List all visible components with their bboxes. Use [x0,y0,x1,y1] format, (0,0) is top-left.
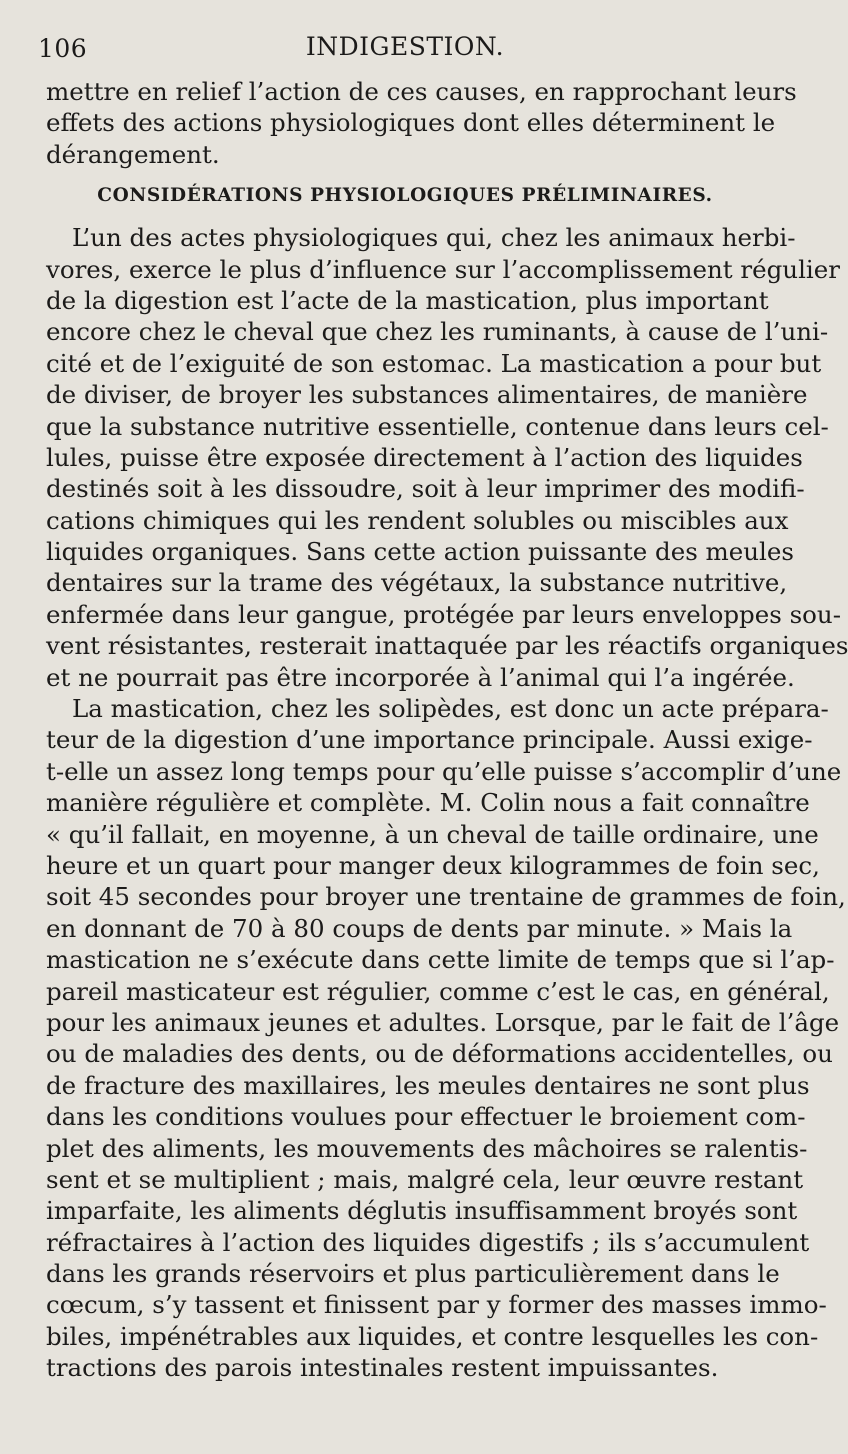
text-line: vores, exerce le plus d’influence sur l’accomplissement régulier [46,254,840,284]
text-line: destinés soit à les dissoudre, soit à leur imprimer des modifi- [46,474,805,504]
page-number: 106 [38,34,88,63]
text-line: et ne pourrait pas être incorporée à l’animal qui l’a ingérée. [46,662,795,692]
text-line: en donnant de 70 à 80 coups de dents par minute. » Mais la [46,913,793,943]
text-line: biles, impénétrables aux liquides, et contre lesquelles les con- [46,1321,819,1351]
text-line: cœcum, s’y tassent et finissent par y former des masses immo- [46,1290,827,1320]
text-line: heure et un quart pour manger deux kilogrammes de foin sec, [46,850,820,880]
text-line: encore chez le cheval que chez les ruminants, à cause de l’uni- [46,317,829,347]
text-line: L’un des actes physiologiques qui, chez les animaux herbi- [72,223,796,253]
text-line: réfractaires à l’action des liquides digestifs ; ils s’accumulent [46,1227,810,1257]
text-line: mettre en relief l’action de ces causes, en rapprochant leurs [46,77,797,106]
paragraph-1 [46,222,848,693]
text-line: teur de la digestion d’une importance principale. Aussi exige- [46,725,813,755]
text-line: « qu’il fallait, en moyenne, à un cheval de taille ordinaire, une [46,819,819,849]
running-title: INDIGESTION. [305,32,505,61]
text-line: cations chimiques qui les rendent solubles ou miscibles aux [46,505,789,535]
text-line: La mastication, chez les solipèdes, est donc un acte prépara- [72,694,829,724]
text-line: de fracture des maxillaires, les meules dentaires ne sont plus [46,1070,810,1100]
text-line: pour les animaux jeunes et adultes. Lorsque, par le fait de l’âge [46,1007,840,1037]
text-line: sent et se multiplient ; mais, malgré cela, leur œuvre restant [46,1164,804,1194]
text-line: vent résistantes, resterait inattaquée par les réactifs organiques [46,631,848,661]
text-line: dans les grands réservoirs et plus particulièrement dans le [46,1259,780,1289]
text-line: cité et de l’exiguité de son estomac. La mastication a pour but [46,348,822,378]
text-line: de la digestion est l’acte de la mastication, plus important [46,285,769,315]
text-line: t-elle un assez long temps pour qu’elle puisse s’accomplir d’une [46,756,842,786]
text-line: pareil masticateur est régulier, comme c’est le cas, en général, [46,976,830,1006]
text-line: mastication ne s’exécute dans cette limite de temps que si l’ap- [46,945,835,975]
text-line: que la substance nutritive essentielle, contenue dans leurs cel- [46,411,829,441]
text-line: de diviser, de broyer les substances alimentaires, de manière [46,380,808,410]
text-line: dentaires sur la trame des végétaux, la substance nutritive, [46,568,788,598]
text-line: plet des aliments, les mouvements des mâchoires se ralentis- [46,1133,808,1163]
text-line: dans les conditions voulues pour effectuer le broiement com- [46,1102,806,1132]
text-line: imparfaite, les aliments déglutis insuffisamment broyés sont [46,1196,798,1226]
text-line: ou de maladies des dents, ou de déformations accidentelles, ou [46,1039,833,1069]
text-line: tractions des parois intestinales restent impuissantes. [46,1353,719,1383]
text-line: manière régulière et complète. M. Colin nous a fait connaître [46,788,810,818]
section-heading: CONSIDÉRATIONS PHYSIOLOGIQUES PRÉLIMINAIRES. [97,185,713,207]
intro-paragraph [46,76,797,170]
text-line: dérangement. [46,139,220,169]
text-line: lules, puisse être exposée directement à l’action des liquides [46,442,803,472]
text-line: liquides organiques. Sans cette action puissante des meules [46,537,794,567]
text-line: effets des actions physiologiques dont elles déterminent le [46,108,776,138]
page-header [38,32,764,76]
paragraph-2 [46,693,846,1384]
text-line: enfermée dans leur gangue, protégée par leurs enveloppes sou- [46,599,841,629]
text-line: soit 45 secondes pour broyer une trentaine de grammes de foin, [46,882,846,912]
